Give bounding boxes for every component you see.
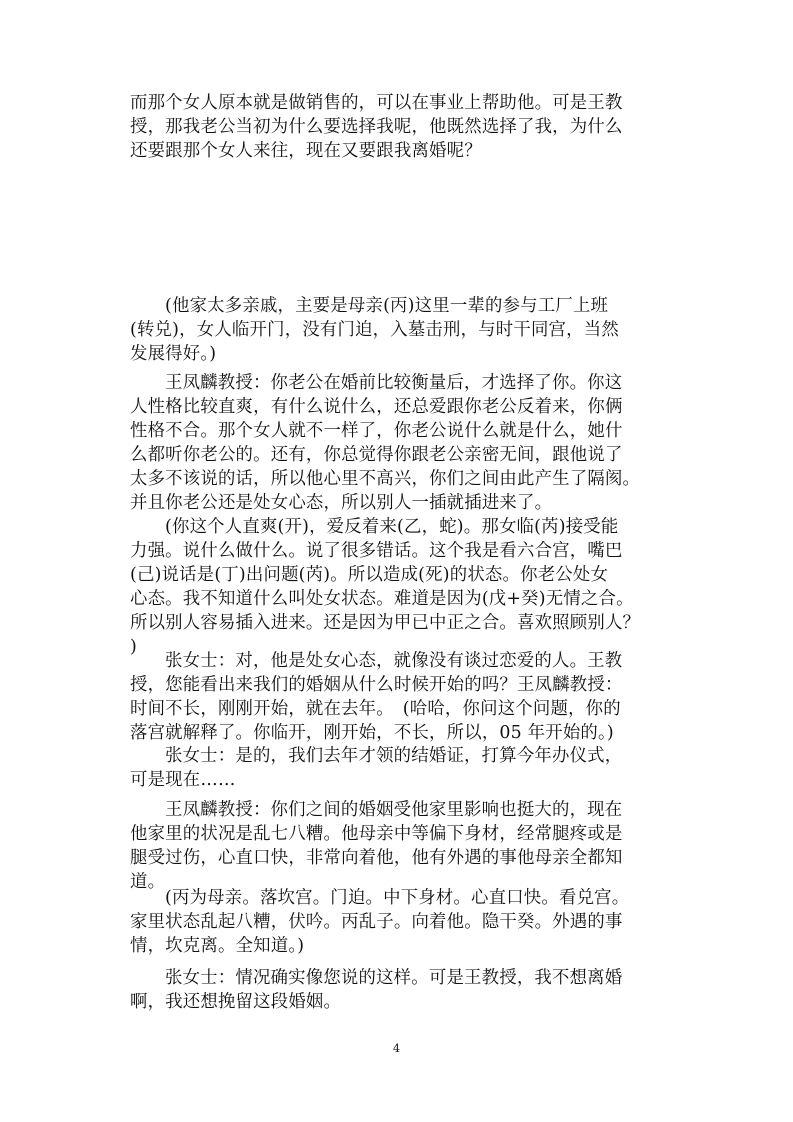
paragraph-2 bbox=[130, 294, 670, 366]
text-line: 性格不合。那个女人就不一样了，你老公说什么就是什么，她什 bbox=[130, 421, 623, 441]
text-line: 情，坎克离。全知道。) bbox=[130, 936, 305, 956]
paragraph-3 bbox=[130, 371, 670, 515]
text-line: 发展得好。) bbox=[130, 344, 217, 364]
text-line: 还要跟那个女人来往，现在又要跟我离婚呢？ bbox=[130, 141, 482, 161]
paragraph-6 bbox=[130, 744, 670, 792]
text-line: 人性格比较直爽，有什么说什么，还总爱跟你老公反着来，你俩 bbox=[130, 397, 623, 417]
paragraph-4 bbox=[130, 515, 670, 659]
text-line: 可是现在…… bbox=[130, 770, 236, 790]
text-line: 张女士：是的，我们去年才领的结婚证，打算今年办仪式， bbox=[165, 746, 623, 766]
text-line: 授，那我老公当初为什么要选择我呢，他既然选择了我，为什么 bbox=[130, 117, 623, 137]
text-line: 王凤麟教授：你老公在婚前比较衡量后，才选择了你。你这 bbox=[165, 373, 623, 393]
text-line: 他家里的状况是乱七八糟。他母亲中等偏下身材，经常腿疼或是 bbox=[130, 824, 623, 844]
text-line: 力强。说什么做什么。说了很多错话。这个我是看六合宫，嘴巴 bbox=[130, 541, 623, 561]
text-line: 腿受过伤，心直口快，非常向着他，他有外遇的事他母亲全都知 bbox=[130, 848, 623, 868]
text-line: 王凤麟教授：你们之间的婚姻受他家里影响也挺大的，现在 bbox=[165, 800, 623, 820]
text-line: 张女士：对，他是处女心态，就像没有谈过恋爱的人。王教 bbox=[165, 651, 623, 671]
text-line: 太多不该说的话，所以他心里不高兴，你们之间由此产生了隔阂。 bbox=[130, 469, 641, 489]
text-line: 所以别人容易插入进来。还是因为甲已中正之合。喜欢照顾别人？ bbox=[130, 613, 641, 633]
text-line: (转兑)，女人临开门，没有门迫，入墓击刑，与时干同宫，当然 bbox=[130, 320, 619, 340]
text-line: 张女士：情况确实像您说的这样。可是王教授，我不想离婚 bbox=[165, 968, 623, 988]
paragraph-9 bbox=[130, 966, 670, 1014]
text-line: (己)说话是(丁)出问题(芮)。所以造成(死)的状态。你老公处女 bbox=[130, 565, 609, 585]
text-line: (丙为母亲。落坎宫。门迫。中下身材。心直口快。看兑宫。 bbox=[165, 888, 630, 908]
text-line: 时间不长，刚刚开始，就在去年。 (哈哈，你问这个问题，你的 bbox=[130, 699, 621, 719]
text-line: (你这个人直爽(开)，爱反着来(乙，蛇)。那女临(芮)接受能 bbox=[165, 517, 619, 537]
text-line: 授，您能看出来我们的婚姻从什么时候开始的吗？王凤麟教授： bbox=[130, 675, 623, 695]
text-line: 心态。我不知道什么叫处女状态。难道是因为(戊+癸)无情之合。 bbox=[130, 589, 634, 609]
text-line: 啊，我还想挽留这段婚姻。 bbox=[130, 992, 342, 1012]
page-number: 4 bbox=[393, 1042, 400, 1055]
text-line: 并且你老公还是处女心态，所以别人一插就插进来了。 bbox=[130, 493, 553, 513]
text-line: (他家太多亲戚，主要是母亲(丙)这里一辈的参与工厂上班 bbox=[165, 296, 609, 316]
paragraph-5 bbox=[130, 649, 670, 745]
paragraph-8 bbox=[130, 886, 670, 958]
text-line: 落宫就解释了。你临开，刚开始，不长，所以，05 年开始的。) bbox=[130, 723, 614, 743]
text-line: 道。 bbox=[130, 872, 166, 892]
text-line: 而那个女人原本就是做销售的，可以在事业上帮助他。可是王教 bbox=[130, 93, 623, 113]
paragraph-7 bbox=[130, 798, 670, 894]
text-line: ) bbox=[130, 637, 137, 657]
text-line: 家里状态乱起八糟，伏吟。丙乱子。向着他。隐干癸。外遇的事 bbox=[130, 912, 623, 932]
paragraph-1 bbox=[130, 91, 670, 163]
text-line: 么都听你老公的。还有，你总觉得你跟老公亲密无间，跟他说了 bbox=[130, 445, 623, 465]
